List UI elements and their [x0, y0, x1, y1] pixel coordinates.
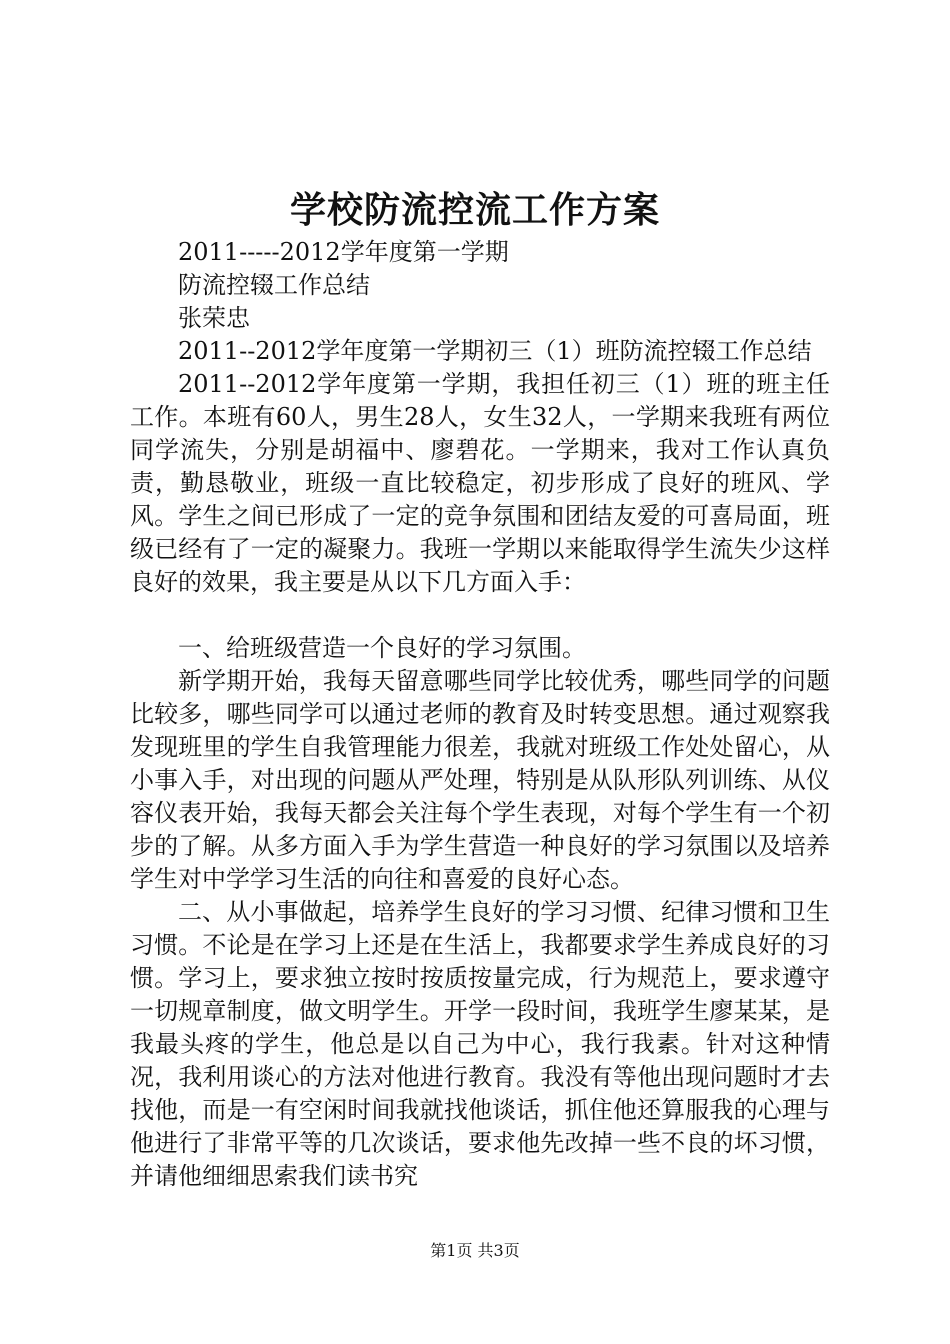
header-line-author: 张荣忠	[178, 304, 250, 332]
header-line-subtitle: 防流控辍工作总结	[178, 271, 370, 299]
paragraph-intro: 2011--2012学年度第一学期，我担任初三（1）班的班主任工作。本班有60人，男生28人，女生32人，一学期来我班有两位同学流失，分别是胡福中、廖碧花。一学期来，我对工作认真负责，勤恳敬业，班级一直比较稳定，初步形成了良好的班风、学风。学生之间已形成了一定的竞争氛围和团结友爱的可喜局面，班级已经有了一定的凝聚力。我班一学期以来能取得学生流失少这样良好的效果，我主要是从以下几方面入手：	[130, 370, 830, 596]
page-footer: 第1页 共3页	[430, 1241, 520, 1260]
paragraph-section-one: 新学期开始，我每天留意哪些同学比较优秀，哪些同学的问题比较多，哪些同学可以通过老师的教育及时转变思想。通过观察我发现班里的学生自我管理能力很差，我就对班级工作处处留心，从小事入手，对出现的问题从严处理，特别是从队形队列训练、从仪容仪表开始，我每天都会关注每个学生表现，对每个学生有一个初步的了解。从多方面入手为学生营造一种良好的学习氛围以及培养学生对中学学习生活的向往和喜爱的良好心态。	[130, 667, 830, 893]
document-body	[130, 236, 830, 1193]
document-title: 学校防流控流工作方案	[289, 189, 660, 231]
header-line-school-year: 2011-----2012学年度第一学期	[178, 238, 509, 266]
section-heading-one: 一、给班级营造一个良好的学习氛围。	[178, 634, 586, 662]
paragraph-section-two: 二、从小事做起，培养学生良好的学习习惯、纪律习惯和卫生习惯。不论是在学习上还是在生活上，我都要求学生养成良好的习惯。学习上，要求独立按时按质按量完成，行为规范上，要求遵守一切规章制度，做文明学生。开学一段时间，我班学生廖某某，是我最头疼的学生，他总是以自己为中心，我行我素。针对这种情况，我利用谈心的方法对他进行教育。我没有等他出现问题时才去找他，而是一有空闲时间我就找他谈话，抓住他还算服我的心理与他进行了非常平等的几次谈话，要求他先改掉一些不良的坏习惯，并请他细细思索我们读书究	[130, 898, 830, 1190]
paragraph-report-title: 2011--2012学年度第一学期初三（1）班防流控辍工作总结	[178, 337, 812, 365]
